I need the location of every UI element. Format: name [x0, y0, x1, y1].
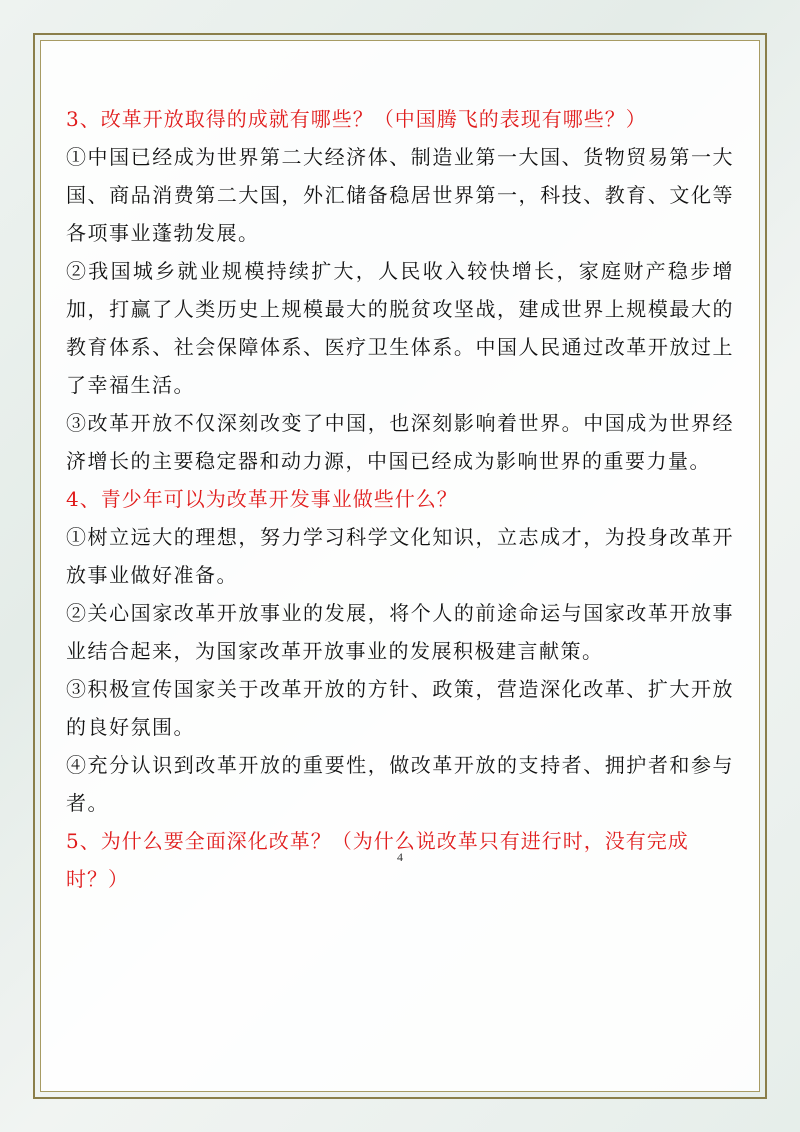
answer-4-3: ③积极宣传国家关于改革开放的方针、政策，营造深化改革、扩大开放的良好氛围。	[66, 677, 734, 739]
answer-4-1: ①树立远大的理想，努力学习科学文化知识，立志成才，为投身改革开放事业做好准备。	[66, 525, 734, 587]
page-number: 4	[397, 850, 403, 864]
question-5: 5、为什么要全面深化改革？（为什么说改革只有进行时，没有完成时？）	[66, 829, 689, 891]
answer-3-3: ③改革开放不仅深刻改变了中国，也深刻影响着世界。中国成为世界经济增长的主要稳定器和动力源，中国已经成为影响世界的重要力量。	[66, 411, 734, 473]
decorative-inner-border	[40, 40, 760, 1092]
answer-3-1: ①中国已经成为世界第二大经济体、制造业第一大国、货物贸易第一大国、商品消费第二大国，外汇储备稳居世界第一，科技、教育、文化等各项事业蓬勃发展。	[66, 145, 734, 245]
answer-3-2: ②我国城乡就业规模持续扩大，人民收入较快增长，家庭财产稳步增加，打赢了人类历史上规模最大的脱贫攻坚战，建成世界上规模最大的教育体系、社会保障体系、医疗卫生体系。中国人民通过改革开放过上了幸福生活。	[66, 259, 734, 397]
question-4: 4、青少年可以为改革开发事业做些什么？	[66, 487, 458, 511]
answer-4-2: ②关心国家改革开放事业的发展，将个人的前途命运与国家改革开放事业结合起来，为国家改革开放事业的发展积极建言献策。	[66, 601, 734, 663]
answer-4-4: ④充分认识到改革开放的重要性，做改革开放的支持者、拥护者和参与者。	[66, 753, 734, 815]
question-3: 3、改革开放取得的成就有哪些？（中国腾飞的表现有哪些？）	[66, 107, 647, 131]
